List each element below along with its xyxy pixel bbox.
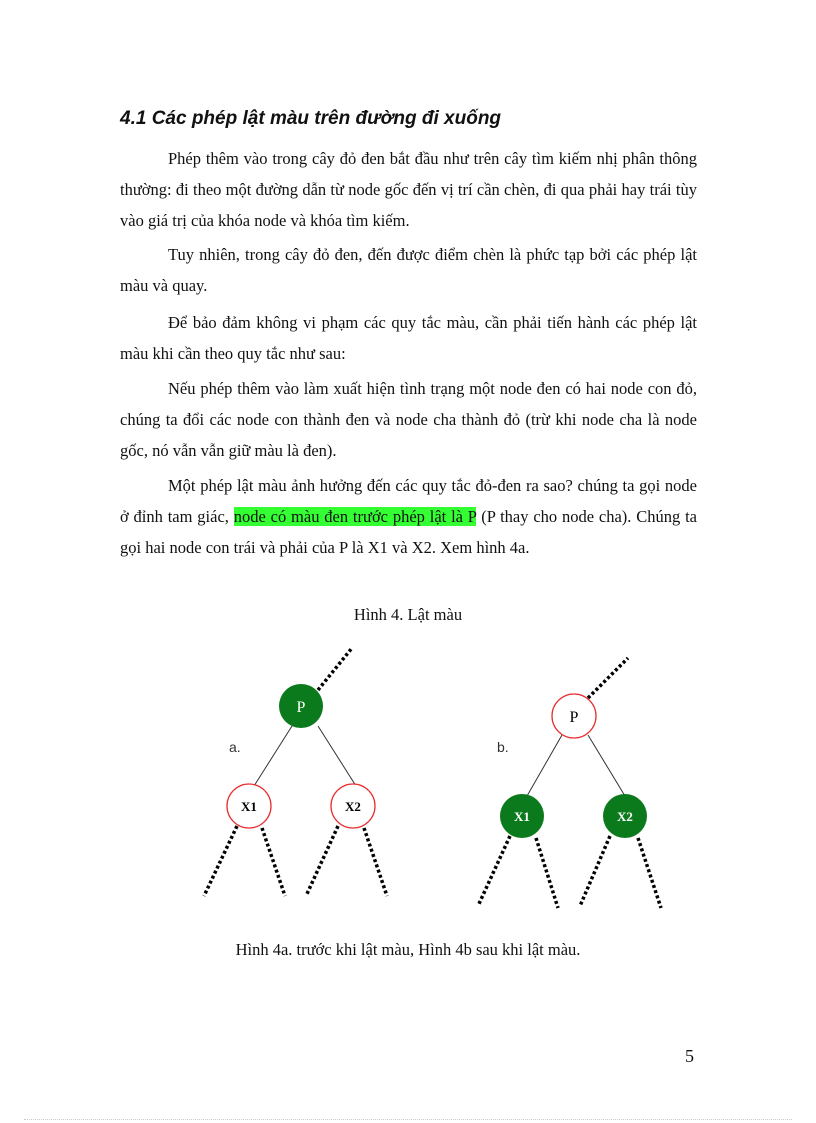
tree-b-x2-left-edge (580, 836, 610, 906)
tree-a-x2-left-edge (306, 826, 338, 896)
tree-a-node-x1-label: X1 (241, 799, 257, 814)
page-bottom-divider (24, 1119, 792, 1120)
tree-b-x2-right-edge (638, 838, 661, 908)
tree-b-label: b. (497, 739, 509, 755)
tree-b-node-p-label: P (569, 709, 579, 726)
section-heading: 4.1 Các phép lật màu trên đường đi xuống (120, 108, 502, 129)
paragraph-5 (120, 470, 697, 563)
figure-title: Hình 4. Lật màu (353, 605, 463, 624)
tree-a-x1-right-edge (262, 828, 285, 896)
figure-4-diagram (0, 640, 816, 920)
tree-a (204, 648, 387, 896)
paragraph-5-text-a: Một phép lật màu ảnh hưởng đến các quy tắc đỏ-đen ra sao? chúng ta gọi node ở đỉnh tam giác, (120, 476, 697, 526)
figure-caption: Hình 4a. trước khi lật màu, Hình 4b sau khi lật màu. (235, 940, 581, 959)
tree-b-node-x2-label: X2 (617, 809, 633, 824)
tree-b-node-x1-label: X1 (514, 809, 530, 824)
paragraph-5-text-b: (P thay cho node cha). Chúng ta gọi hai node con trái và phải của P là X1 và X2. Xem hình 4a. (120, 507, 697, 557)
tree-a-x1-left-edge (204, 826, 237, 896)
tree-a-x2-right-edge (364, 828, 387, 896)
tree-b-edge-right (588, 735, 625, 796)
tree-a-node-p-label: P (296, 699, 306, 716)
highlighted-text: node có màu đen trước phép lật là P (233, 507, 477, 526)
tree-a-edge-left (254, 726, 292, 786)
tree-b-edge-left (527, 735, 562, 796)
tree-a-label: a. (229, 739, 241, 755)
tree-b-x1-left-edge (478, 836, 510, 906)
paragraph-2: Tuy nhiên, trong cây đỏ đen, đến được điểm chèn là phức tạp bởi các phép lật màu và quay. (120, 245, 697, 295)
tree-b-parent-edge (588, 658, 628, 698)
paragraph-1: Phép thêm vào trong cây đỏ đen bắt đầu như trên cây tìm kiếm nhị phân thông thường: đi theo một đường dẫn từ node gốc đến vị trí cần chèn, đi qua phải hay trái tùy vào giá trị của khóa node và khóa tìm kiếm. (120, 149, 697, 230)
tree-a-parent-edge (318, 648, 352, 690)
paragraph-3: Để bảo đảm không vi phạm các quy tắc màu, cần phải tiến hành các phép lật màu khi cần theo quy tắc như sau: (120, 313, 697, 363)
page-number: 5 (685, 1046, 694, 1066)
tree-b (478, 658, 661, 908)
tree-a-edge-right (318, 726, 356, 786)
tree-b-x1-right-edge (536, 838, 558, 908)
tree-a-node-x2-label: X2 (345, 799, 361, 814)
paragraph-4: Nếu phép thêm vào làm xuất hiện tình trạng một node đen có hai node con đỏ, chúng ta đổi các node con thành đen và node cha thành đỏ (trừ khi node cha là node gốc, nó vẫn vẫn giữ màu là đen). (120, 379, 697, 460)
